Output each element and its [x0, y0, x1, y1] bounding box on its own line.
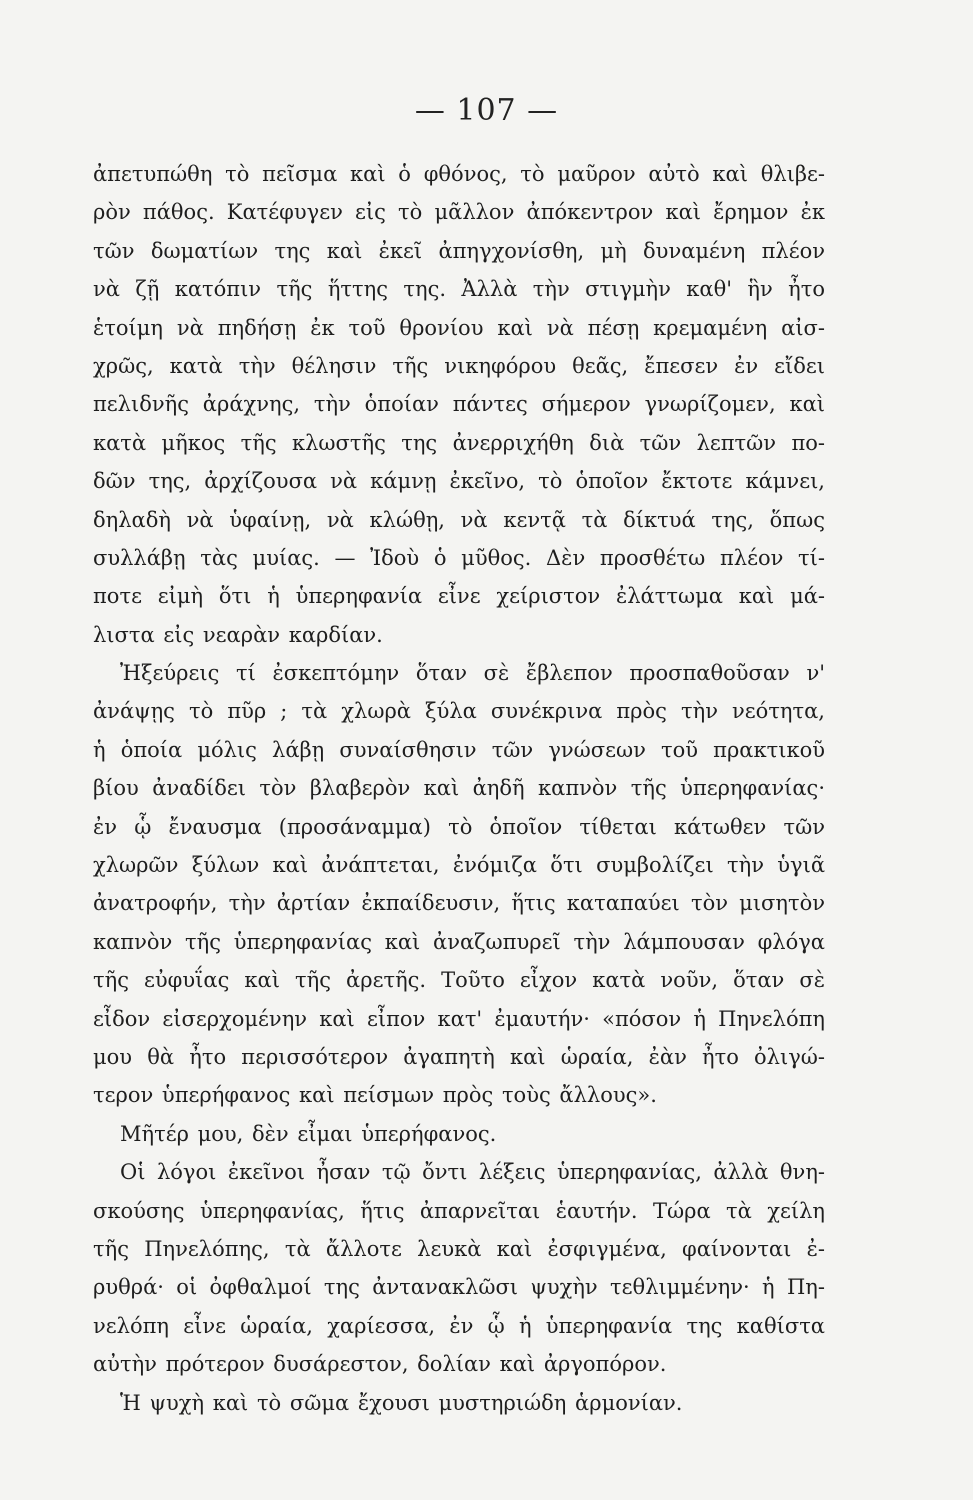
- text-line: νὰ ζῇ κατόπιν τῆς ἥττης της. Ἀλλὰ τὴν στιγμὴν καθ' ἣν ἦτο: [93, 277, 825, 302]
- page-number: — 107 —: [414, 93, 559, 128]
- text-line: ρὸν πάθος. Κατέφυγεν εἰς τὸ μᾶλλον ἀπόκεντρον καὶ ἔρημον ἐκ: [93, 200, 825, 225]
- text-line: σκούσης ὑπερηφανίας, ἥτις ἀπαρνεῖται ἑαυτήν. Τώρα τὰ χείλη: [93, 1198, 825, 1223]
- text-line: νελόπη εἶνε ὡραία, χαρίεσσα, ἐν ᾧ ἡ ὑπερηφανία της καθίστα: [93, 1313, 825, 1338]
- text-line: ἑτοίμη νὰ πηδήσῃ ἐκ τοῦ θρονίου καὶ νὰ πέσῃ κρεμαμένη αἰσ-: [93, 315, 825, 340]
- text-line: ἀνάψῃς τὸ πῦρ ; τὰ χλωρὰ ξύλα συνέκρινα πρὸς τὴν νεότητα,: [93, 699, 825, 724]
- text-line: Ἡ ψυχὴ καὶ τὸ σῶμα ἔχουσι μυστηριώδη ἁρμονίαν.: [120, 1390, 683, 1415]
- text-line: τῆς εὐφυΐας καὶ τῆς ἀρετῆς. Τοῦτο εἶχον κατὰ νοῦν, ὅταν σὲ: [93, 968, 825, 993]
- text-line: χρῶς, κατὰ τὴν θέλησιν τῆς νικηφόρου θεᾶς, ἔπεσεν ἐν εἴδει: [93, 353, 825, 378]
- text-line: δῶν της, ἀρχίζουσα νὰ κάμνῃ ἐκεῖνο, τὸ ὁποῖον ἔκτοτε κάμνει,: [93, 469, 825, 494]
- text-line: καπνὸν τῆς ὑπερηφανίας καὶ ἀναζωπυρεῖ τὴν λάμπουσαν φλόγα: [93, 929, 825, 954]
- text-line: κατὰ μῆκος τῆς κλωστῆς της ἀνερριχήθη διὰ τῶν λεπτῶν πο-: [93, 430, 825, 455]
- body-text: [93, 155, 825, 1422]
- text-line: Ἠξεύρεις τί ἐσκεπτόμην ὅταν σὲ ἔβλεπον προσπαθοῦσαν ν': [120, 661, 825, 686]
- text-line: δηλαδὴ νὰ ὑφαίνῃ, νὰ κλώθῃ, νὰ κεντᾷ τὰ δίκτυά της, ὅπως: [93, 507, 825, 532]
- text-line: πελιδνῆς ἀράχνης, τὴν ὁποίαν πάντες σήμερον γνωρίζομεν, καὶ: [93, 392, 825, 417]
- text-line: χλωρῶν ξύλων καὶ ἀνάπτεται, ἐνόμιζα ὅτι συμβολίζει τὴν ὑγιᾶ: [93, 853, 825, 878]
- text-line: Μῆτέρ μου, δὲν εἶμαι ὑπερήφανος.: [120, 1121, 497, 1146]
- text-line: ἡ ὁποία μόλις λάβῃ συναίσθησιν τῶν γνώσεων τοῦ πρακτικοῦ: [93, 737, 825, 762]
- text-line: αὐτὴν πρότερον δυσάρεστον, δολίαν καὶ ἀργοπόρον.: [93, 1352, 667, 1377]
- text-line: τῆς Πηνελόπης, τὰ ἄλλοτε λευκὰ καὶ ἐσφιγμένα, φαίνονται ἐ-: [93, 1236, 825, 1261]
- text-line: λιστα εἰς νεαρὰν καρδίαν.: [93, 622, 383, 647]
- text-line: ρυθρά· οἱ ὀφθαλμοί της ἀντανακλῶσι ψυχὴν τεθλιμμένην· ἡ Πη-: [93, 1275, 825, 1300]
- text-line: εἶδον εἰσερχομένην καὶ εἶπον κατ' ἐμαυτήν· «πόσον ἡ Πηνελόπη: [93, 1006, 825, 1031]
- text-line: συλλάβῃ τὰς μυίας. — Ἰδοὺ ὁ μῦθος. Δὲν προσθέτω πλέον τί-: [93, 545, 825, 570]
- text-line: μου θὰ ἦτο περισσότερον ἀγαπητὴ καὶ ὡραία, ἐὰν ἦτο ὀλιγώ-: [93, 1044, 825, 1069]
- text-line: ἀπετυπώθη τὸ πεῖσμα καὶ ὁ φθόνος, τὸ μαῦρον αὐτὸ καὶ θλιβε-: [93, 162, 825, 186]
- text-line: τῶν δωματίων της καὶ ἐκεῖ ἀπηγχονίσθη, μὴ δυναμένη πλέον: [93, 238, 825, 263]
- text-line: ἐν ᾧ ἔναυσμα (προσάναμμα) τὸ ὁποῖον τίθεται κάτωθεν τῶν: [93, 814, 825, 839]
- text-line: ἀνατροφήν, τὴν ἀρτίαν ἐκπαίδευσιν, ἥτις καταπαύει τὸν μισητὸν: [93, 891, 825, 916]
- text-line: ποτε εἰμὴ ὅτι ἡ ὑπερηφανία εἶνε χείριστον ἐλάττωμα καὶ μά-: [93, 584, 825, 609]
- text-line: τερον ὑπερήφανος καὶ πείσμων πρὸς τοὺς ἄλλους».: [93, 1083, 657, 1108]
- text-line: βίου ἀναδίδει τὸν βλαβερὸν καὶ ἀηδῆ καπνὸν τῆς ὑπερηφανίας·: [93, 776, 825, 801]
- text-line: Οἱ λόγοι ἐκεῖνοι ἦσαν τῷ ὄντι λέξεις ὑπερηφανίας, ἀλλὰ θνη-: [120, 1160, 825, 1185]
